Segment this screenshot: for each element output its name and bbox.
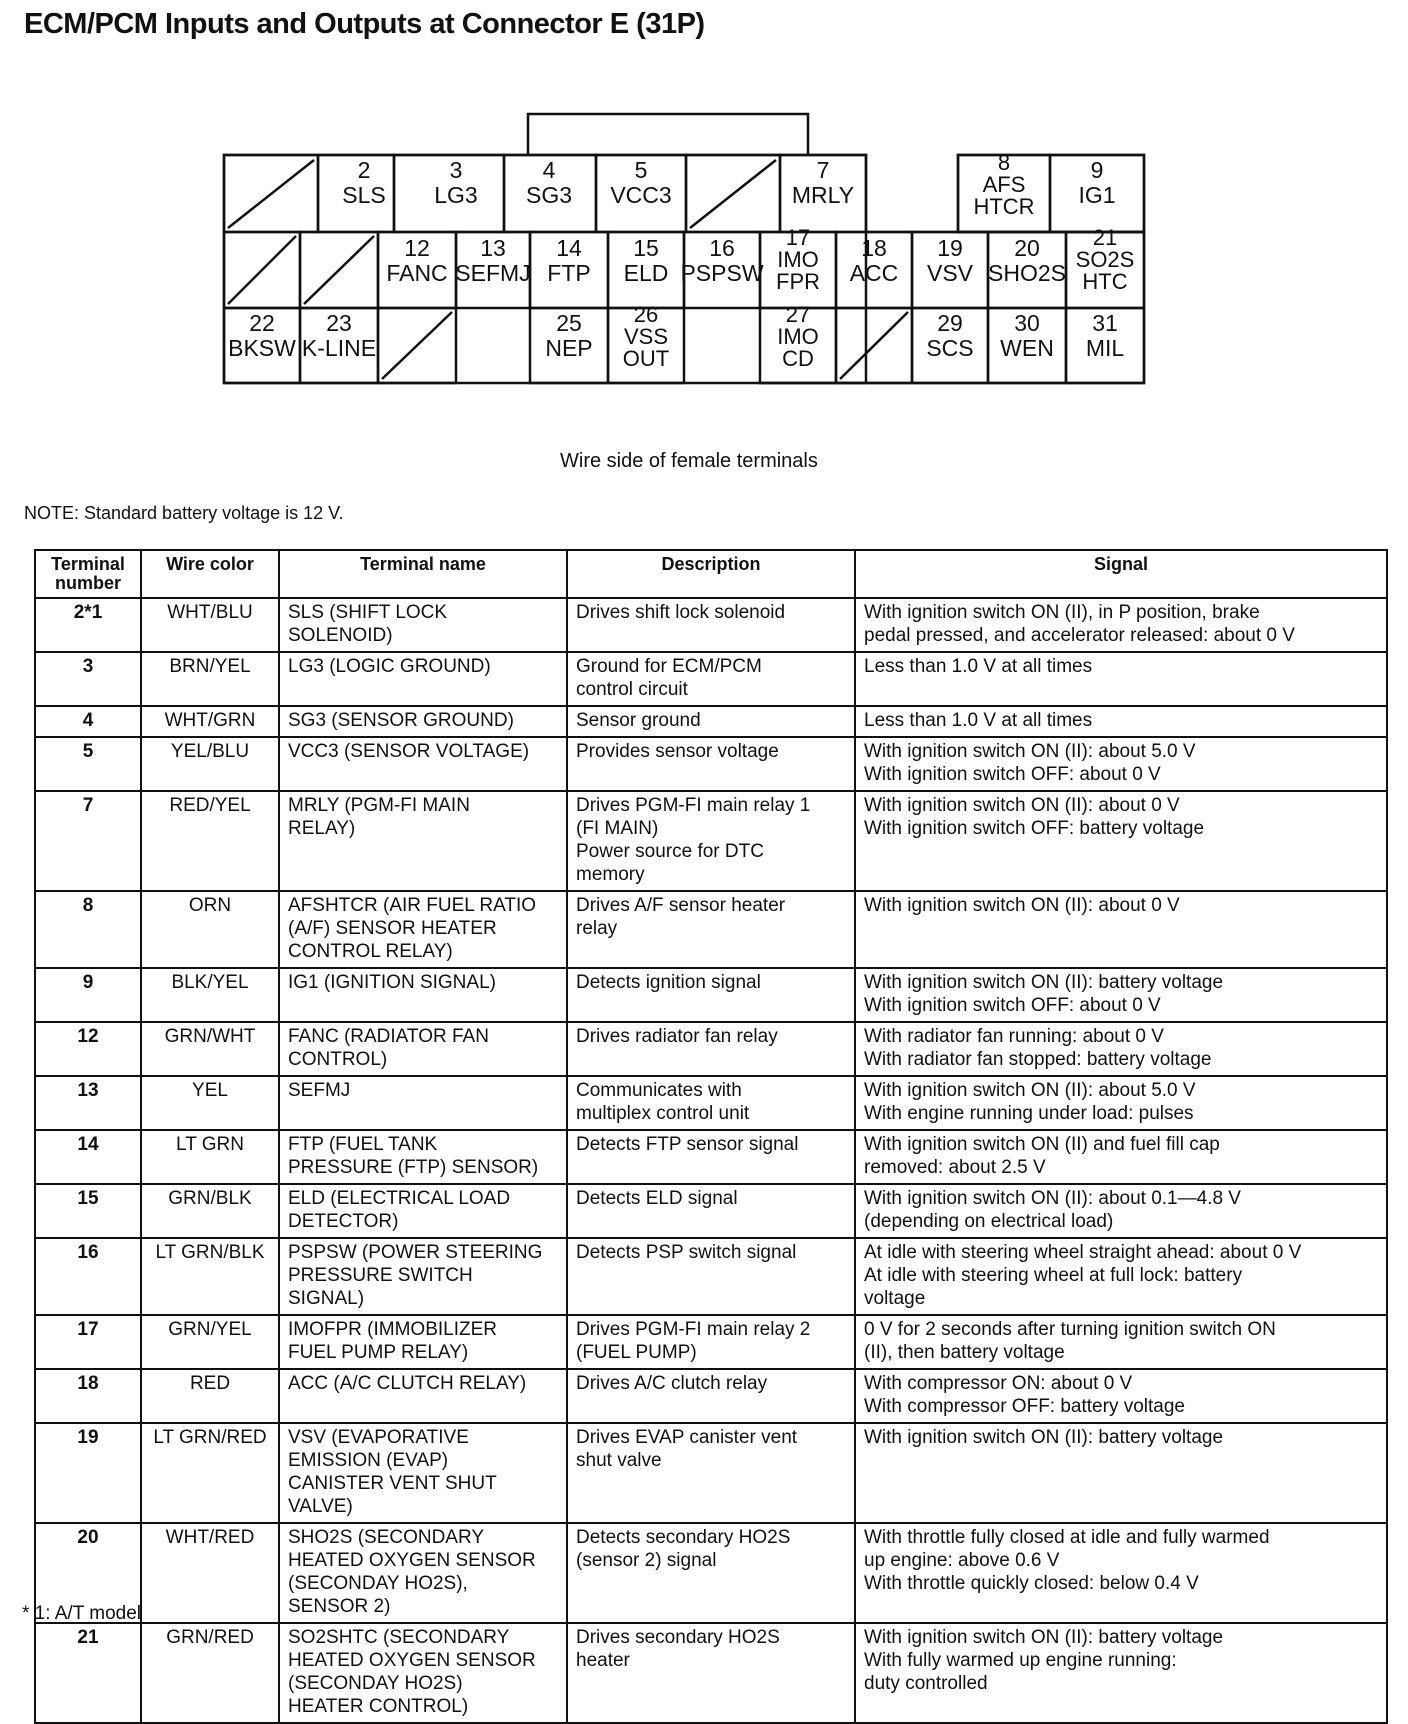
blank-cavity-slash <box>304 236 374 304</box>
terminal-name-cell <box>279 1423 567 1523</box>
header-description: Description <box>567 550 855 598</box>
signal-cell-line: (II), then battery voltage <box>864 1342 1065 1363</box>
terminal-number-label: 8 <box>997 150 1011 175</box>
blank-cavity-slash <box>382 312 452 379</box>
connector-diagram <box>0 0 1408 440</box>
connector-terminal <box>302 310 376 361</box>
terminal-name-cell <box>279 706 567 737</box>
description-cell-line: Power source for DTC <box>576 841 764 862</box>
terminal-number-label: 23 <box>326 310 352 336</box>
signal-cell-line: pedal pressed, and accelerator released: about 0 V <box>864 625 1295 646</box>
terminal-name-cell-line: SG3 (SENSOR GROUND) <box>288 710 514 731</box>
terminal-number-label: 30 <box>1014 310 1040 336</box>
description-cell-line: Drives A/F sensor heater <box>576 895 786 916</box>
signal-cell-line: With ignition switch OFF: about 0 V <box>864 764 1161 785</box>
signal-cell <box>855 1184 1387 1238</box>
terminal-number-label: 13 <box>480 235 506 261</box>
wire-color-cell: RED/YEL <box>141 791 279 891</box>
terminal-name-label: WEN <box>1000 335 1054 361</box>
terminal-name-cell-line: DETECTOR) <box>288 1211 399 1232</box>
wire-color-cell: BRN/YEL <box>141 652 279 706</box>
table-row <box>35 1076 1387 1130</box>
terminal-number-cell: 16 <box>35 1238 141 1315</box>
signal-cell <box>855 1130 1387 1184</box>
terminal-name-cell-line: SHO2S (SECONDARY <box>288 1527 485 1548</box>
table-row <box>35 968 1387 1022</box>
terminal-name-label: FPR <box>776 269 820 294</box>
signal-cell-line: With throttle fully closed at idle and fully warmed <box>864 1527 1270 1548</box>
terminal-name-cell-line: SENSOR 2) <box>288 1596 391 1617</box>
description-cell <box>567 1184 855 1238</box>
terminal-number-label: 14 <box>556 235 582 261</box>
connector-terminal <box>1086 310 1125 361</box>
terminal-name-label: VSV <box>926 260 974 286</box>
terminal-name-cell <box>279 1315 567 1369</box>
battery-voltage-note: NOTE: Standard battery voltage is 12 V. <box>24 503 344 523</box>
description-cell-line: Provides sensor voltage <box>576 741 779 762</box>
terminal-number-cell: 20 <box>35 1523 141 1623</box>
terminal-number-label: 9 <box>1090 157 1104 183</box>
signal-cell-line: With ignition switch ON (II) and fuel fill cap <box>864 1134 1220 1155</box>
terminal-name-label: MIL <box>1085 335 1125 361</box>
description-cell-line: Detects PSP switch signal <box>576 1242 797 1263</box>
table-header-row <box>35 550 1387 598</box>
connector-terminal <box>988 235 1066 286</box>
terminal-name-cell-line: PSPSW (POWER STEERING <box>288 1242 543 1263</box>
signal-cell-line: With ignition switch ON (II): battery voltage <box>864 1627 1224 1648</box>
description-cell-line: Detects secondary HO2S <box>576 1527 791 1548</box>
wire-color-cell: GRN/RED <box>141 1623 279 1723</box>
terminal-name-label: NEP <box>545 335 593 361</box>
description-cell-line: Sensor ground <box>576 710 701 731</box>
terminal-number-cell: 17 <box>35 1315 141 1369</box>
connector-terminal <box>926 310 973 361</box>
terminal-name-label: SHO2S <box>988 260 1066 286</box>
connector-terminal <box>545 310 592 361</box>
header-wire-color: Wire color <box>141 550 279 598</box>
terminal-name-label: SLS <box>342 182 386 208</box>
terminal-name-cell-line: SOLENOID) <box>288 625 393 646</box>
terminal-name-label: HTCR <box>973 194 1035 219</box>
wire-color-cell: YEL <box>141 1076 279 1130</box>
blank-cavity-slash <box>228 160 314 228</box>
terminal-name-cell-line: SLS (SHIFT LOCK <box>288 602 448 623</box>
table-row <box>35 1315 1387 1369</box>
terminal-name-cell-line: VALVE) <box>288 1496 353 1517</box>
terminal-number-label: 25 <box>556 310 582 336</box>
terminal-name-cell-line: IMOFPR (IMMOBILIZER <box>288 1319 497 1340</box>
connector-terminal <box>680 235 763 286</box>
description-cell-line: Drives secondary HO2S <box>576 1627 780 1648</box>
wire-color-cell: LT GRN/BLK <box>141 1238 279 1315</box>
terminal-name-cell-line: MRLY (PGM-FI MAIN <box>288 795 470 816</box>
terminal-name-label: IMO <box>777 324 819 349</box>
description-cell-line: Drives PGM-FI main relay 1 <box>576 795 811 816</box>
terminal-name-cell <box>279 1022 567 1076</box>
terminal-number-label: 15 <box>633 235 659 261</box>
description-cell-line: Drives shift lock solenoid <box>576 602 786 623</box>
description-cell <box>567 706 855 737</box>
header-terminal-name: Terminal name <box>279 550 567 598</box>
description-cell <box>567 598 855 652</box>
signal-cell <box>855 1022 1387 1076</box>
signal-cell-line: Less than 1.0 V at all times <box>864 656 1093 677</box>
connector-terminal <box>1078 157 1115 208</box>
terminal-name-cell-line: HEATED OXYGEN SENSOR <box>288 1550 536 1571</box>
table-row <box>35 652 1387 706</box>
connector-key-tab <box>528 114 808 155</box>
description-cell-line: shut valve <box>576 1450 662 1471</box>
terminal-number-cell: 8 <box>35 891 141 968</box>
signal-cell-line: At idle with steering wheel straight ahead: about 0 V <box>864 1242 1302 1263</box>
terminal-name-cell-line: HEATED OXYGEN SENSOR <box>288 1650 536 1671</box>
terminal-name-label: MRLY <box>791 182 855 208</box>
terminal-name-cell-line: (SECONDAY HO2S) <box>288 1673 463 1694</box>
table-row <box>35 598 1387 652</box>
terminal-name-cell-line: RELAY) <box>288 818 356 839</box>
terminal-number-label: 17 <box>785 225 811 250</box>
terminal-number-cell: 7 <box>35 791 141 891</box>
terminal-number-label: 27 <box>785 302 811 327</box>
signal-cell-line: duty controlled <box>864 1673 988 1694</box>
table-row <box>35 706 1387 737</box>
table-row <box>35 737 1387 791</box>
terminal-name-cell-line: PRESSURE (FTP) SENSOR) <box>288 1157 539 1178</box>
description-cell-line: Detects ignition signal <box>576 972 761 993</box>
connector-terminal <box>434 157 477 208</box>
terminal-number-cell: 4 <box>35 706 141 737</box>
terminal-name-cell-line: (SECONDAY HO2S), <box>288 1573 468 1594</box>
connector-terminal <box>526 157 572 208</box>
signal-cell <box>855 1369 1387 1423</box>
terminal-name-cell <box>279 652 567 706</box>
wire-color-cell: RED <box>141 1369 279 1423</box>
terminal-name-cell <box>279 1238 567 1315</box>
terminal-number-cell: 3 <box>35 652 141 706</box>
signal-cell-line: 0 V for 2 seconds after turning ignition switch ON <box>864 1319 1276 1340</box>
terminal-name-label: VSS <box>623 324 669 349</box>
terminal-table <box>34 549 1388 1724</box>
terminal-name-cell-line: FUEL PUMP RELAY) <box>288 1342 469 1363</box>
connector-caption: Wire side of female terminals <box>560 450 818 472</box>
terminal-number-cell: 5 <box>35 737 141 791</box>
wire-color-cell: GRN/WHT <box>141 1022 279 1076</box>
description-cell <box>567 1623 855 1723</box>
signal-cell <box>855 737 1387 791</box>
terminal-name-cell-line: SIGNAL) <box>288 1288 365 1309</box>
terminal-name-cell <box>279 598 567 652</box>
terminal-name-label: ACC <box>849 260 899 286</box>
header-signal: Signal <box>855 550 1387 598</box>
signal-cell-line: With ignition switch ON (II): about 0 V <box>864 895 1180 916</box>
signal-cell-line: With ignition switch ON (II): battery voltage <box>864 1427 1224 1448</box>
signal-cell-line: At idle with steering wheel at full lock: battery <box>864 1265 1243 1286</box>
terminal-name-cell <box>279 737 567 791</box>
blank-cavity-slash <box>690 160 776 228</box>
signal-cell-line: With compressor OFF: battery voltage <box>864 1396 1185 1417</box>
signal-cell <box>855 1238 1387 1315</box>
connector-terminal <box>228 310 296 361</box>
connector-terminal <box>1076 225 1135 294</box>
description-cell-line: Drives EVAP canister vent <box>576 1427 798 1448</box>
terminal-number-cell: 9 <box>35 968 141 1022</box>
terminal-name-cell-line: HEATER CONTROL) <box>288 1696 469 1717</box>
connector-terminal <box>455 235 530 286</box>
description-cell-line: (sensor 2) signal <box>576 1550 717 1571</box>
connector-terminal <box>776 225 820 294</box>
signal-cell <box>855 652 1387 706</box>
wire-color-cell: WHT/GRN <box>141 706 279 737</box>
wire-color-cell: LT GRN/RED <box>141 1423 279 1523</box>
table-row <box>35 1022 1387 1076</box>
terminal-number-label: 12 <box>404 235 430 261</box>
terminal-name-label: CD <box>782 346 814 371</box>
table-row <box>35 1423 1387 1523</box>
terminal-name-cell-line: EMISSION (EVAP) <box>288 1450 449 1471</box>
terminal-name-label: K-LINE <box>301 335 377 361</box>
terminal-name-cell-line: VCC3 (SENSOR VOLTAGE) <box>288 741 530 762</box>
signal-cell-line: With ignition switch ON (II): about 0.1—4.8 V <box>864 1188 1241 1209</box>
signal-cell <box>855 891 1387 968</box>
terminal-number-cell: 13 <box>35 1076 141 1130</box>
signal-cell-line: Less than 1.0 V at all times <box>864 710 1093 731</box>
table-row <box>35 791 1387 891</box>
description-cell-line: multiplex control unit <box>576 1103 750 1124</box>
terminal-name-label: PSPSW <box>680 260 764 286</box>
terminal-name-label: SG3 <box>525 182 573 208</box>
blank-cavity-slash <box>228 236 296 304</box>
signal-cell-line: With throttle quickly closed: below 0.4 V <box>864 1573 1199 1594</box>
terminal-name-label: AFS <box>982 172 1026 197</box>
terminal-number-label: 29 <box>937 310 963 336</box>
terminal-number-label: 3 <box>449 157 463 183</box>
signal-cell-line: voltage <box>864 1288 926 1309</box>
signal-cell <box>855 1623 1387 1723</box>
terminal-number-label: 7 <box>816 157 830 183</box>
description-cell <box>567 1523 855 1623</box>
description-cell-line: control circuit <box>576 679 688 700</box>
signal-cell-line: removed: about 2.5 V <box>864 1157 1046 1178</box>
terminal-name-label: SEFMJ <box>455 260 531 286</box>
terminal-name-cell-line: ACC (A/C CLUTCH RELAY) <box>288 1373 527 1394</box>
signal-cell-line: With ignition switch OFF: about 0 V <box>864 995 1161 1016</box>
terminal-name-cell-line: FTP (FUEL TANK <box>288 1134 438 1155</box>
terminal-name-cell <box>279 1076 567 1130</box>
header-terminal-number: Terminal number <box>35 550 141 598</box>
terminal-number-label: 21 <box>1092 225 1118 250</box>
terminal-name-cell-line: VSV (EVAPORATIVE <box>288 1427 469 1448</box>
terminal-number-cell: 19 <box>35 1423 141 1523</box>
terminal-number-label: 5 <box>634 157 648 183</box>
connector-terminal <box>777 302 819 371</box>
terminal-name-cell <box>279 791 567 891</box>
description-cell-line: Detects FTP sensor signal <box>576 1134 799 1155</box>
description-cell <box>567 968 855 1022</box>
signal-cell-line: With radiator fan stopped: battery voltage <box>864 1049 1212 1070</box>
terminal-name-cell-line: PRESSURE SWITCH <box>288 1265 473 1286</box>
description-cell-line: Detects ELD signal <box>576 1188 738 1209</box>
description-cell-line: (FI MAIN) <box>576 818 659 839</box>
wire-color-cell: LT GRN <box>141 1130 279 1184</box>
connector-terminal <box>927 235 974 286</box>
description-cell <box>567 652 855 706</box>
terminal-number-cell: 2*1 <box>35 598 141 652</box>
terminal-name-label: IG1 <box>1078 182 1116 208</box>
signal-cell <box>855 1423 1387 1523</box>
description-cell <box>567 1022 855 1076</box>
terminal-name-label: LG3 <box>434 182 478 208</box>
terminal-number-label: 20 <box>1014 235 1040 261</box>
signal-cell <box>855 1076 1387 1130</box>
connector-terminal <box>1000 310 1054 361</box>
terminal-name-label: IMO <box>777 247 819 272</box>
terminal-name-label: BKSW <box>228 335 296 361</box>
description-cell <box>567 1130 855 1184</box>
terminal-name-label: FANC <box>386 260 448 286</box>
signal-cell-line: With fully warmed up engine running: <box>864 1650 1177 1671</box>
terminal-number-label: 18 <box>861 235 887 261</box>
wire-color-cell: YEL/BLU <box>141 737 279 791</box>
description-cell-line: Ground for ECM/PCM <box>576 656 762 677</box>
blank-cavity-slash <box>840 312 908 379</box>
connector-terminal <box>973 150 1034 219</box>
signal-cell-line: With ignition switch ON (II): battery voltage <box>864 972 1224 993</box>
connector-terminal <box>342 157 385 208</box>
description-cell <box>567 791 855 891</box>
description-cell <box>567 737 855 791</box>
description-cell-line: Drives A/C clutch relay <box>576 1373 768 1394</box>
description-cell-line: heater <box>576 1650 630 1671</box>
terminal-name-cell-line: CONTROL) <box>288 1049 388 1070</box>
terminal-number-cell: 18 <box>35 1369 141 1423</box>
table-row <box>35 1523 1387 1623</box>
terminal-name-cell-line: IG1 (IGNITION SIGNAL) <box>288 972 496 993</box>
description-cell <box>567 1315 855 1369</box>
terminal-name-cell <box>279 1523 567 1623</box>
connector-terminal <box>792 157 854 208</box>
signal-cell-line: With engine running under load: pulses <box>864 1103 1194 1124</box>
terminal-number-label: 2 <box>357 157 371 183</box>
table-row <box>35 1623 1387 1723</box>
terminal-number-cell: 14 <box>35 1130 141 1184</box>
signal-cell <box>855 791 1387 891</box>
terminal-number-label: 4 <box>542 157 556 183</box>
footnote: * 1: A/T model <box>22 1603 141 1624</box>
description-cell-line: relay <box>576 918 618 939</box>
terminal-name-cell-line: LG3 (LOGIC GROUND) <box>288 656 491 677</box>
terminal-number-cell: 21 <box>35 1623 141 1723</box>
description-cell-line: (FUEL PUMP) <box>576 1342 697 1363</box>
terminal-name-cell-line: SO2SHTC (SECONDARY <box>288 1627 510 1648</box>
terminal-number-cell: 15 <box>35 1184 141 1238</box>
terminal-name-label: FTP <box>547 260 591 286</box>
description-cell-line: Communicates with <box>576 1080 742 1101</box>
terminal-name-cell <box>279 968 567 1022</box>
wire-color-cell: BLK/YEL <box>141 968 279 1022</box>
page-title: ECM/PCM Inputs and Outputs at Connector E (31P) <box>24 8 705 40</box>
terminal-name-label: OUT <box>622 346 670 371</box>
signal-cell-line: With ignition switch ON (II): about 5.0 V <box>864 741 1196 762</box>
terminal-name-cell <box>279 891 567 968</box>
description-cell <box>567 1076 855 1130</box>
terminal-name-cell <box>279 1369 567 1423</box>
signal-cell <box>855 706 1387 737</box>
wire-color-cell: GRN/YEL <box>141 1315 279 1369</box>
signal-cell-line: With compressor ON: about 0 V <box>864 1373 1133 1394</box>
wire-color-cell: WHT/BLU <box>141 598 279 652</box>
connector-terminal <box>386 235 447 286</box>
terminal-number-label: 19 <box>937 235 963 261</box>
connector-terminal <box>850 235 899 286</box>
signal-cell-line: (depending on electrical load) <box>864 1211 1114 1232</box>
signal-cell <box>855 1315 1387 1369</box>
terminal-number-label: 26 <box>633 302 659 327</box>
table-row <box>35 1369 1387 1423</box>
terminal-name-cell-line: AFSHTCR (AIR FUEL RATIO <box>288 895 537 916</box>
table-row <box>35 1130 1387 1184</box>
table-row <box>35 891 1387 968</box>
signal-cell-line: With ignition switch OFF: battery voltage <box>864 818 1205 839</box>
terminal-name-label: SO2S <box>1075 247 1135 272</box>
description-cell <box>567 891 855 968</box>
connector-terminal <box>610 157 671 208</box>
wire-color-cell: WHT/RED <box>141 1523 279 1623</box>
description-cell-line: Drives radiator fan relay <box>576 1026 778 1047</box>
terminal-name-label: VCC3 <box>610 182 672 208</box>
connector-terminal <box>623 302 669 371</box>
terminal-name-label: HTC <box>1082 269 1128 294</box>
description-cell <box>567 1423 855 1523</box>
terminal-name-cell <box>279 1130 567 1184</box>
description-cell <box>567 1238 855 1315</box>
table-row <box>35 1238 1387 1315</box>
terminal-name-cell <box>279 1623 567 1723</box>
description-cell-line: memory <box>576 864 645 885</box>
signal-cell <box>855 1523 1387 1623</box>
terminal-number-label: 31 <box>1092 310 1118 336</box>
terminal-name-cell-line: SEFMJ <box>288 1080 351 1101</box>
terminal-number-label: 16 <box>709 235 735 261</box>
terminal-name-label: ELD <box>623 260 669 286</box>
connector-terminal <box>547 235 590 286</box>
wire-color-cell: GRN/BLK <box>141 1184 279 1238</box>
terminal-number-cell: 12 <box>35 1022 141 1076</box>
signal-cell-line: With ignition switch ON (II): about 0 V <box>864 795 1180 816</box>
table-row <box>35 1184 1387 1238</box>
terminal-name-cell-line: CANISTER VENT SHUT <box>288 1473 497 1494</box>
connector-terminal <box>624 235 669 286</box>
signal-cell-line: With ignition switch ON (II), in P position, brake <box>864 602 1260 623</box>
terminal-name-cell <box>279 1184 567 1238</box>
terminal-name-cell-line: (A/F) SENSOR HEATER <box>288 918 497 939</box>
terminal-name-cell-line: CONTROL RELAY) <box>288 941 453 962</box>
terminal-name-label: SCS <box>926 335 974 361</box>
terminal-name-cell-line: ELD (ELECTRICAL LOAD <box>288 1188 511 1209</box>
description-cell <box>567 1369 855 1423</box>
signal-cell <box>855 598 1387 652</box>
terminal-number-label: 22 <box>249 310 275 336</box>
wire-color-cell: ORN <box>141 891 279 968</box>
terminal-name-cell-line: FANC (RADIATOR FAN <box>288 1026 489 1047</box>
signal-cell <box>855 968 1387 1022</box>
signal-cell-line: With ignition switch ON (II): about 5.0 V <box>864 1080 1196 1101</box>
description-cell-line: Drives PGM-FI main relay 2 <box>576 1319 811 1340</box>
signal-cell-line: With radiator fan running: about 0 V <box>864 1026 1164 1047</box>
signal-cell-line: up engine: above 0.6 V <box>864 1550 1060 1571</box>
